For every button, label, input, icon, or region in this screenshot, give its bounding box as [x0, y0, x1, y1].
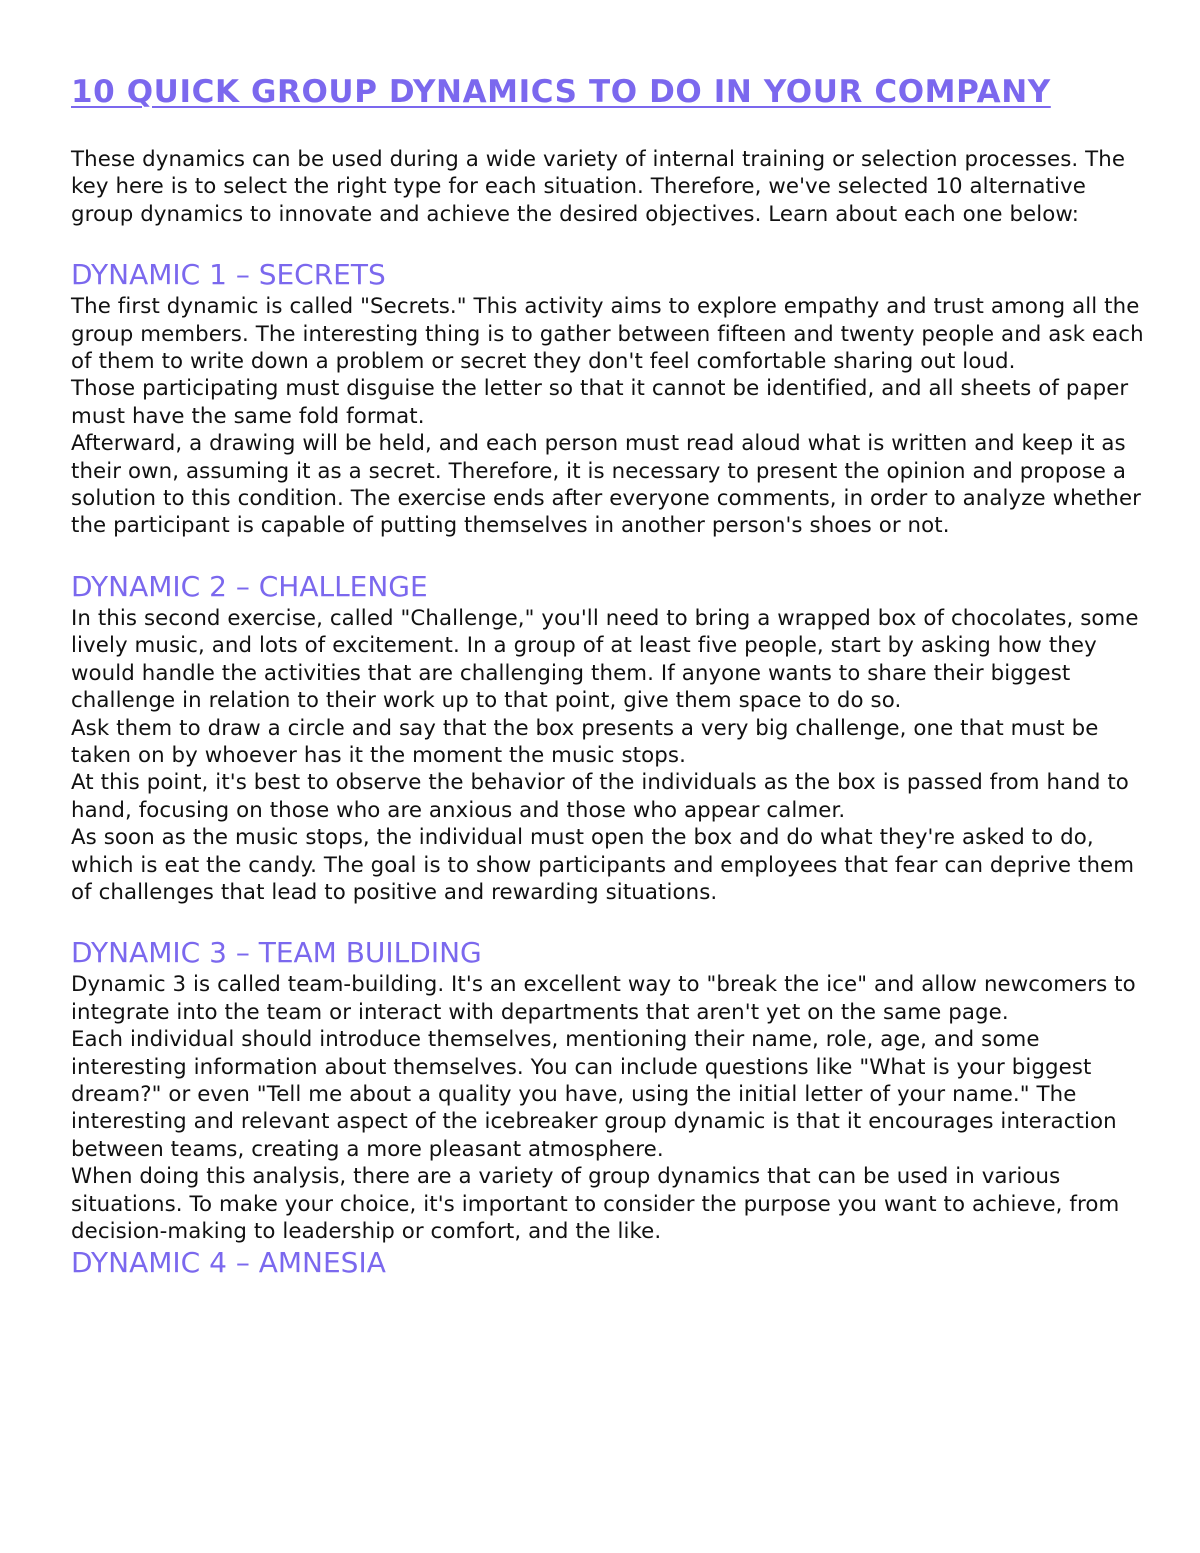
intro-paragraph: These dynamics can be used during a wide variety of internal training or selection processes. The key here is to select the right type for each situation. Therefore, we've selected 10 alternative group dynamics to innovate and achieve the desired objectives. Learn about each one below:	[71, 147, 1126, 227]
section-paragraph: In this second exercise, called "Challenge," you'll need to bring a wrapped box of chocolates, some lively music, and lots of excitement. In a group of at least five people, start by asking how they would handle the activities that are challenging them. If anyone wants to share their biggest challenge in relation to their work up to that point, give them space to do so.	[71, 605, 1139, 714]
section-paragraph: Dynamic 3 is called team-building. It's an excellent way to "break the ice" and allow newcomers to integrate into the team or interact with departments that aren't yet on the same page.	[71, 972, 1136, 1025]
section-paragraph: Ask them to draw a circle and say that the box presents a very big challenge, one that must be taken on by whoever has it the moment the music stops.	[71, 715, 1099, 768]
section-heading: DYNAMIC 2 – CHALLENGE	[71, 569, 428, 603]
section-dynamic-2	[71, 569, 1146, 906]
section-paragraph: As soon as the music stops, the individual must open the box and do what they're asked to do, which is eat the candy. The goal is to show participants and employees that fear can deprive them of challenges that lead to positive and rewarding situations.	[71, 825, 1135, 905]
section-paragraph: Those participating must disguise the letter so that it cannot be identified, and all sheets of paper must have the same fold format.	[71, 376, 1129, 429]
document-page	[71, 72, 1146, 1281]
section-paragraph: When doing this analysis, there are a variety of group dynamics that can be used in various situations. To make your choice, it's important to consider the purpose you want to achieve, from decision-making to leadership or comfort, and the like.	[71, 1164, 1120, 1244]
document-title[interactable]: 10 QUICK GROUP DYNAMICS TO DO IN YOUR COMPANY	[71, 74, 1051, 110]
section-paragraph: Afterward, a drawing will be held, and each person must read aloud what is written and keep it as their own, assuming it as a secret. Therefore, it is necessary to present the opinion and propose a solution to this condition. The exercise ends after everyone comments, in order to analyze whether the participant is capable of putting themselves in another person's shoes or not.	[71, 431, 1142, 539]
section-paragraph: At this point, it's best to observe the behavior of the individuals as the box is passed from hand to hand, focusing on those who are anxious and those who appear calmer.	[71, 770, 1129, 823]
section-heading: DYNAMIC 1 – SECRETS	[71, 258, 386, 292]
section-heading: DYNAMIC 4 – AMNESIA	[71, 1246, 386, 1280]
section-dynamic-3	[71, 935, 1146, 1245]
section-paragraph: Each individual should introduce themselves, mentioning their name, role, age, and some interesting information about themselves. You can include questions like "What is your biggest dream?" or even "Tell me about a quality you have, using the initial letter of your name." The interesting and relevant aspect of the icebreaker group dynamic is that it encourages interaction between teams, creating a more pleasant atmosphere.	[71, 1027, 1117, 1162]
section-paragraph: The first dynamic is called "Secrets." This activity aims to explore empathy and trust among all the group members. The interesting thing is to gather between fifteen and twenty people and ask each of them to write down a problem or secret they don't feel comfortable sharing out loud.	[71, 294, 1144, 375]
section-dynamic-4	[71, 1245, 1146, 1281]
section-dynamic-1	[71, 257, 1146, 540]
section-heading: DYNAMIC 3 – TEAM BUILDING	[71, 936, 482, 970]
